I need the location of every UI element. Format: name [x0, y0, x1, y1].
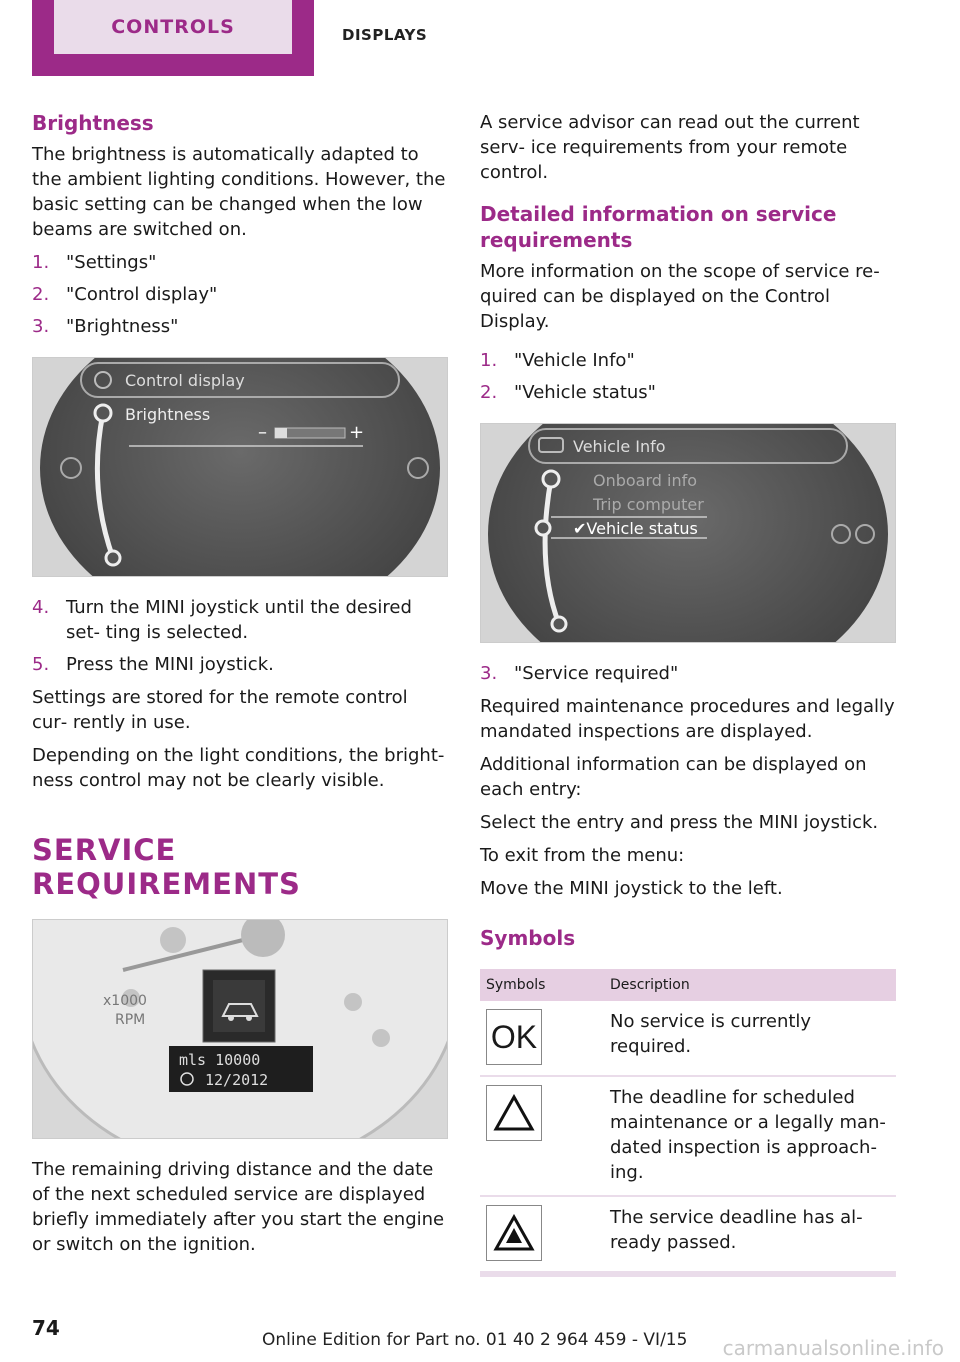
vehicle-info-screen-figure — [480, 423, 896, 643]
additional-info-text: Additional information can be displayed on each entry: — [480, 754, 867, 800]
table-header-row — [480, 969, 896, 1001]
svg-text:Vehicle Info: Vehicle Info — [573, 437, 666, 456]
list-item: 3. "Brightness" — [32, 316, 179, 337]
select-entry-text: Select the entry and press the MINI joystick. — [480, 812, 879, 833]
list-item: 2. "Control display" — [32, 284, 218, 305]
detailed-info-heading: Detailed information on service requirements — [480, 202, 837, 252]
list-item: 1. "Vehicle Info" — [480, 350, 635, 371]
svg-text:12/2012: 12/2012 — [205, 1071, 269, 1089]
svg-text:✔Vehicle status: ✔Vehicle status — [573, 519, 698, 538]
overdue-triangle-icon — [486, 1205, 542, 1261]
tab-controls-label: CONTROLS — [54, 0, 292, 54]
move-joystick-text: Move the MINI joystick to the left. — [480, 878, 783, 899]
service-required-steps — [480, 661, 896, 686]
list-item: 1. "Settings" — [32, 252, 157, 273]
left-column — [32, 110, 448, 1265]
table-cell-description: The deadline for scheduled maintenance or a legally man‐ dated inspection is approach‐ ing. — [604, 1076, 896, 1196]
brightness-intro: The brightness is automatically adapted to the ambient lighting conditions. However, the basic setting can be changed when the low beams are switched on. — [32, 144, 446, 240]
svg-text:Onboard info: Onboard info — [593, 471, 698, 490]
tab-displays[interactable]: DISPLAYS — [342, 26, 428, 44]
warning-triangle-icon — [486, 1085, 542, 1141]
brightness-screen-figure — [32, 357, 448, 577]
symbols-heading: Symbols — [480, 926, 576, 950]
table-row — [480, 1076, 896, 1196]
svg-text:+: + — [349, 422, 365, 443]
column-header-description: Description — [604, 969, 896, 1001]
depending-text: Depending on the light conditions, the bright‐ ness control may not be clearly visible. — [32, 745, 445, 791]
svg-text:Control display: Control display — [125, 371, 245, 390]
svg-text:–: – — [258, 422, 267, 443]
vehicle-info-steps — [480, 348, 896, 405]
brightness-steps-cont — [32, 595, 448, 677]
more-info-text: More information on the scope of service re‐ quired can be displayed on the Control Display. — [480, 261, 880, 332]
vehicle-info-illustration — [481, 424, 895, 642]
brightness-heading: Brightness — [32, 111, 154, 135]
tab-controls[interactable] — [32, 0, 314, 76]
column-header-symbols: Symbols — [480, 969, 604, 1001]
svg-text:x1000: x1000 — [103, 993, 147, 1009]
service-requirements-heading: SERVICE REQUIREMENTS — [32, 833, 301, 901]
symbols-table — [480, 969, 896, 1277]
table-cell-description: No service is currently required. — [604, 1001, 896, 1076]
required-maintenance-text: Required maintenance procedures and legally mandated inspections are displayed. — [480, 696, 895, 742]
ok-icon: OK — [486, 1009, 542, 1065]
svg-text:RPM: RPM — [115, 1012, 146, 1028]
exit-menu-text: To exit from the menu: — [480, 845, 685, 866]
watermark-text: carmanualsonline.info — [722, 1336, 944, 1360]
right-column — [480, 110, 896, 1277]
svg-text:Brightness: Brightness — [125, 405, 211, 424]
table-row — [480, 1001, 896, 1076]
instrument-cluster-figure — [32, 919, 448, 1139]
remaining-distance-text: The remaining driving distance and the date of the next scheduled service are displayed briefly immediately after you start the engine or switch on the ignition. — [32, 1159, 445, 1255]
svg-text:Trip computer: Trip computer — [593, 495, 704, 514]
service-advisor-text: A service advisor can read out the current serv‐ ice requirements from your remote control. — [480, 112, 860, 183]
list-item: 4. Turn the MINI joystick until the desired set‐ ting is selected. — [32, 597, 412, 643]
brightness-steps — [32, 250, 448, 339]
edition-text: Online Edition for Part no. 01 40 2 964 459 - VI/15 — [262, 1330, 688, 1350]
page-number: 74 — [32, 1316, 60, 1340]
svg-text:mls 10000: mls 10000 — [179, 1051, 261, 1069]
control-display-illustration — [33, 358, 447, 576]
list-item: 2. "Vehicle status" — [480, 382, 656, 403]
table-row — [480, 1196, 896, 1274]
tachometer-illustration — [33, 920, 447, 1138]
table-cell-description: The service deadline has al‐ ready passed. — [604, 1196, 896, 1274]
list-item: 5. Press the MINI joystick. — [32, 654, 274, 675]
settings-stored-text: Settings are stored for the remote control cur‐ rently in use. — [32, 687, 408, 733]
list-item: 3. "Service required" — [480, 663, 679, 684]
